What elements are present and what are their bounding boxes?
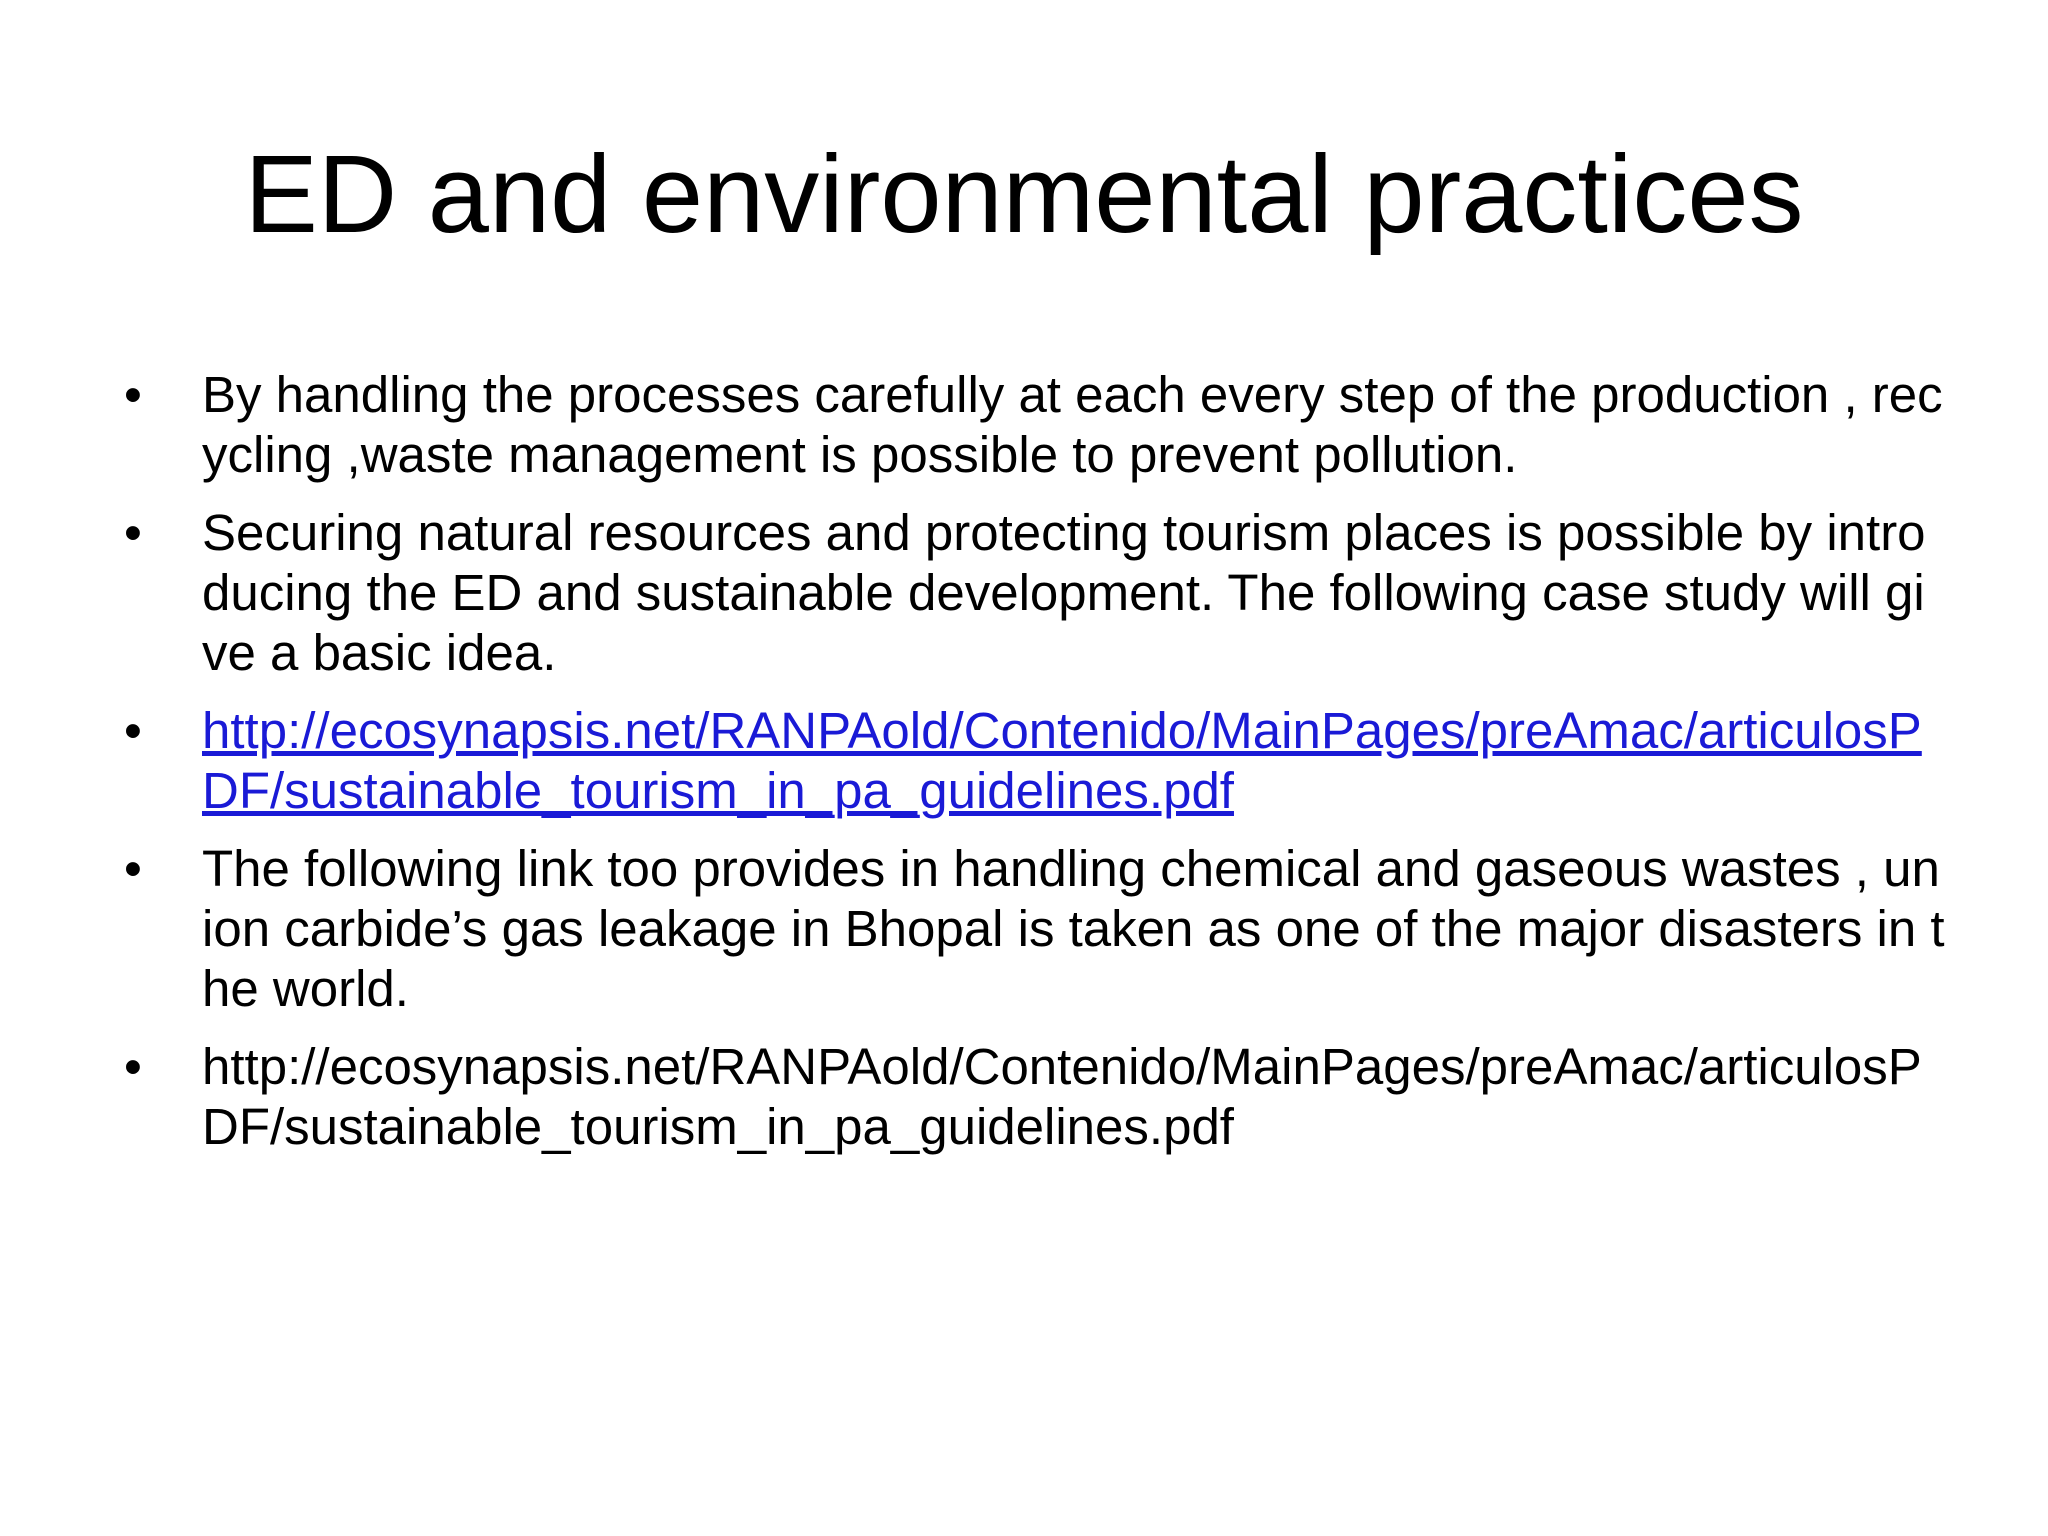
sustainable-tourism-guidelines-link[interactable]: http://ecosynapsis.net/RANPAold/Contenido/MainPages/preAmac/articulosPDF/sustainable_tourism_in_pa_guidelines.pdf bbox=[202, 702, 1922, 819]
bullet-item bbox=[120, 365, 1950, 485]
bullet-list bbox=[120, 365, 1950, 1175]
slide-title: ED and environmental practices bbox=[244, 133, 1804, 256]
bullet-item bbox=[120, 701, 1950, 821]
bullet-icon: • bbox=[124, 840, 142, 897]
bullet-text: Securing natural resources and protecting tourism places is possible by introducing the ED and sustainable development. The following case study will give a basic idea. bbox=[202, 504, 1926, 681]
bullet-icon: • bbox=[124, 702, 142, 759]
bullet-icon: • bbox=[124, 366, 142, 423]
bullet-item bbox=[120, 503, 1950, 683]
plain-url-text: http://ecosynapsis.net/RANPAold/Contenido/MainPages/preAmac/articulosPDF/sustainable_tourism_in_pa_guidelines.pdf bbox=[202, 1038, 1922, 1155]
bullet-text: By handling the processes carefully at each every step of the production , recycling ,waste management is possible to prevent pollution. bbox=[202, 366, 1943, 483]
bullet-item bbox=[120, 1037, 1950, 1157]
bullet-icon: • bbox=[124, 504, 142, 561]
bullet-text: The following link too provides in handling chemical and gaseous wastes , union carbide’s gas leakage in Bhopal is taken as one of the major disasters in the world. bbox=[202, 840, 1945, 1017]
bullet-icon: • bbox=[124, 1038, 142, 1095]
bullet-item bbox=[120, 839, 1950, 1019]
